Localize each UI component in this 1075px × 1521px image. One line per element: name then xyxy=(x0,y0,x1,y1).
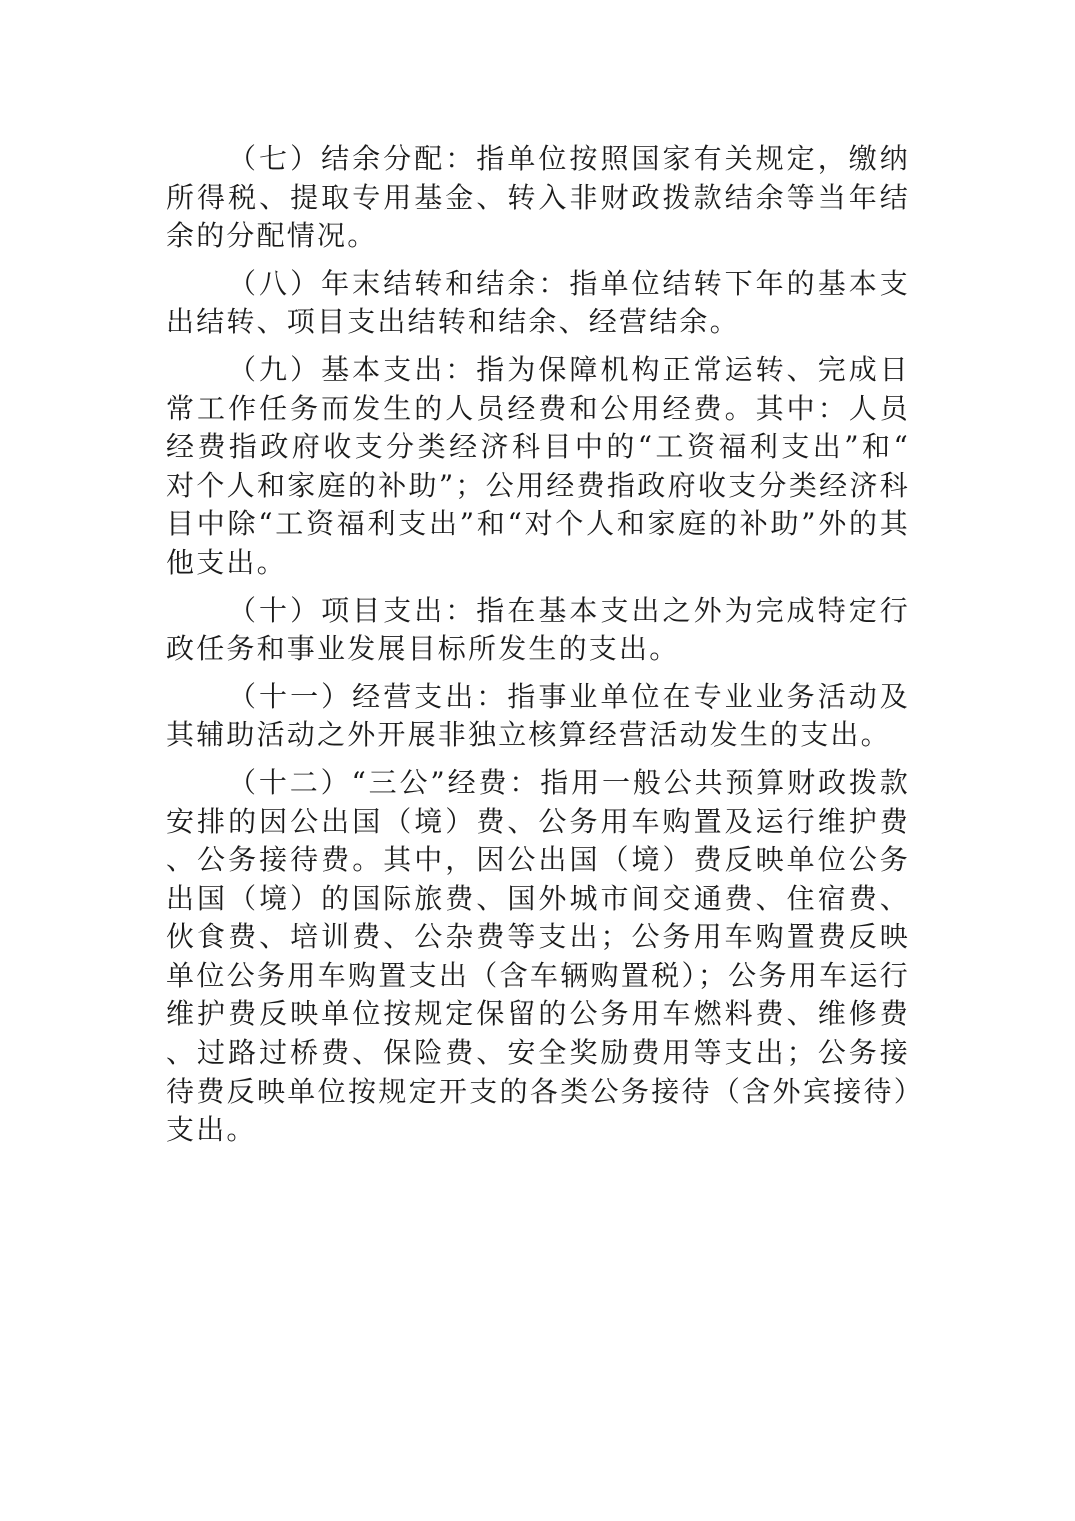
document-body xyxy=(166,140,910,1159)
paragraph-surplus-distribution: （七）结余分配：指单位按照国家有关规定，缴纳所得税、提取专用基金、转入非财政拨款结余等当年结余的分配情况。 xyxy=(166,142,910,253)
paragraph-operating-expenditure: （十一）经营支出：指事业单位在专业业务活动及其辅助活动之外开展非独立核算经营活动发生的支出。 xyxy=(166,679,910,752)
paragraph-three-public-expenses: （十二）“三公”经费：指用一般公共预算财政拨款安排的因公出国（境）费、公务用车购置及运行维护费、公务接待费。其中，因公出国（境）费反映单位公务出国（境）的国际旅费、国外城市间交通费、住宿费、伙食费、培训费、公杂费等支出；公务用车购置费反映单位公务用车购置支出（含车辆购置税）；公务用车运行维护费反映单位按规定保留的公务用车燃料费、维修费、过路过桥费、保险费、安全奖励费用等支出；公务接待费反映单位按规定开支的各类公务接待（含外宾接待）支出。 xyxy=(166,765,910,1147)
paragraph-year-end-carryover: （八）年末结转和结余：指单位结转下年的基本支出结转、项目支出结转和结余、经营结余。 xyxy=(166,266,910,339)
paragraph-basic-expenditure: （九）基本支出：指为保障机构正常运转、完成日常工作任务而发生的人员经费和公用经费。其中：人员经费指政府收支分类经济科目中的“工资福利支出”和“对个人和家庭的补助”；公用经费指政府收支分类经济科目中除“工资福利支出”和“对个人和家庭的补助”外的其他支出。 xyxy=(166,352,910,579)
paragraph-project-expenditure: （十）项目支出：指在基本支出之外为完成特定行政任务和事业发展目标所发生的支出。 xyxy=(166,593,910,666)
